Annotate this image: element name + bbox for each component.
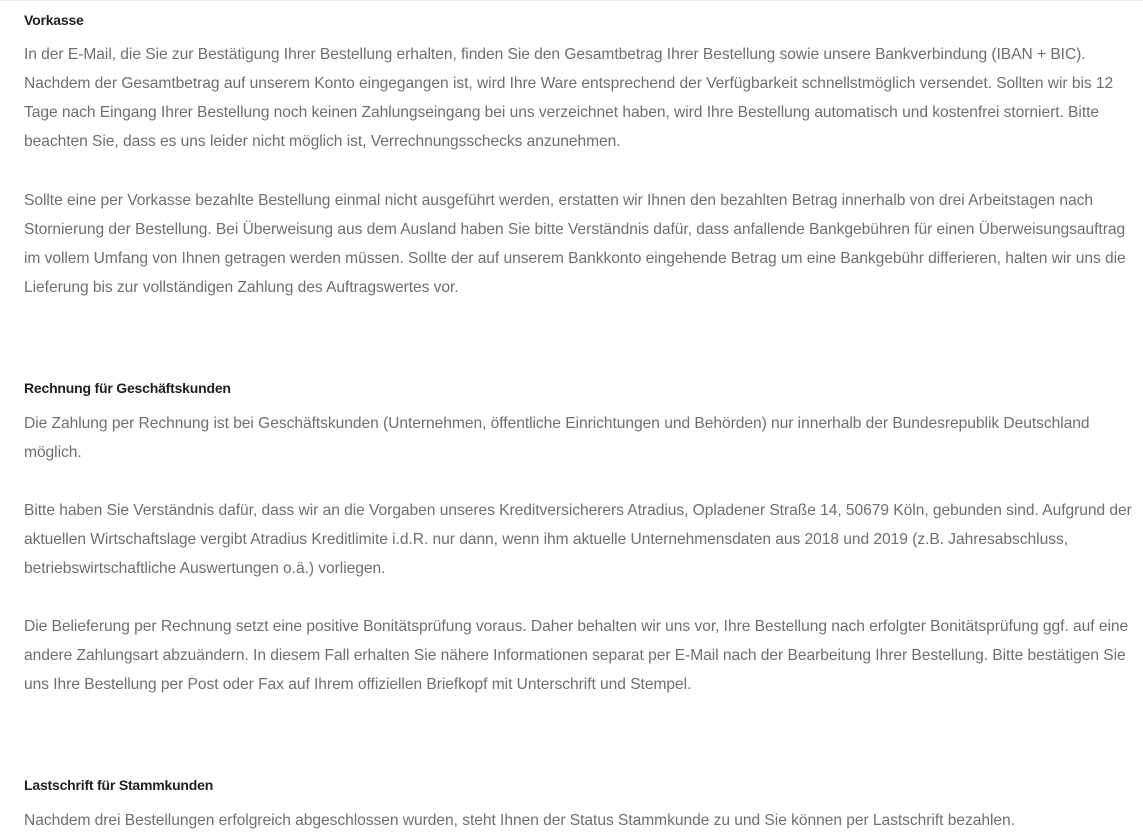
lastschrift-paragraph-1: Nachdem drei Bestellungen erfolgreich abgeschlossen wurden, steht Ihnen der Status Stammkunde zu und Sie können per Lastschrift bezahlen. — [24, 812, 1015, 829]
section-heading-rechnung: Rechnung für Geschäftskunden — [24, 380, 231, 396]
rechnung-paragraph-2: Bitte haben Sie Verständnis dafür, dass wir an die Vorgaben unseres Kreditversicherers Atradius, Opladener Straße 14, 50679 Köln, gebunden sind. Aufgrund der aktuellen Wirtschaftslage vergibt Atradius Kreditlimite i.d.R. nur dann, wenn ihm aktuelle Unternehmensdaten aus 2018 und 2019 (z.B. Jahresabschluss, betriebswirtschaftliche Auswertungen o.ä.) vorliegen. — [24, 502, 1132, 577]
vorkasse-paragraph-2: Sollte eine per Vorkasse bezahlte Bestellung einmal nicht ausgeführt werden, erstatten wir Ihnen den bezahlten Betrag innerhalb von drei Arbeitstagen nach Stornierung der Bestellung. Bei Überweisung aus dem Ausland haben Sie bitte Verständnis dafür, dass anfallende Bankgebühren für einen Überweisungsauftrag im vollem Umfang von Ihnen getragen werden müssen. Sollte der auf unserem Bankkonto eingehende Betrag um eine Bankgebühr differieren, halten wir uns die Lieferung bis zur vollständigen Zahlung des Auftragswertes vor. — [24, 192, 1126, 296]
rechnung-paragraph-3: Die Belieferung per Rechnung setzt eine positive Bonitätsprüfung voraus. Daher behalten wir uns vor, Ihre Bestellung nach erfolgter Bonitätsprüfung ggf. auf eine andere Zahlungsart abzuändern. In diesem Fall erhalten Sie nähere Informationen separat per E-Mail nach der Bearbeitung Ihrer Bestellung. Bitte bestätigen Sie uns Ihre Bestellung per Post oder Fax auf Ihrem offiziellen Briefkopf mit Unterschrift und Stempel. — [24, 618, 1129, 693]
rechnung-paragraph-1: Die Zahlung per Rechnung ist bei Geschäftskunden (Unternehmen, öffentliche Einrichtungen und Behörden) nur innerhalb der Bundesrepublik Deutschland möglich. — [24, 415, 1090, 461]
section-heading-lastschrift: Lastschrift für Stammkunden — [24, 777, 214, 793]
vorkasse-paragraph-1: In der E-Mail, die Sie zur Bestätigung Ihrer Bestellung erhalten, finden Sie den Gesamtbetrag Ihrer Bestellung sowie unsere Bankverbindung (IBAN + BIC). Nachdem der Gesamtbetrag auf unserem Konto eingegangen ist, wird Ihre Ware entsprechend der Verfügbarkeit schnellstmöglich versendet. Sollten wir bis 12 Tage nach Eingang Ihrer Bestellung noch keinen Zahlungseingang bei uns verzeichnet haben, wird Ihre Bestellung automatisch und kostenfrei storniert. Bitte beachten Sie, dass es uns leider nicht möglich ist, Verrechnungsschecks anzunehmen. — [24, 46, 1114, 150]
section-heading-vorkasse: Vorkasse — [24, 12, 84, 28]
top-divider — [0, 0, 1143, 1]
